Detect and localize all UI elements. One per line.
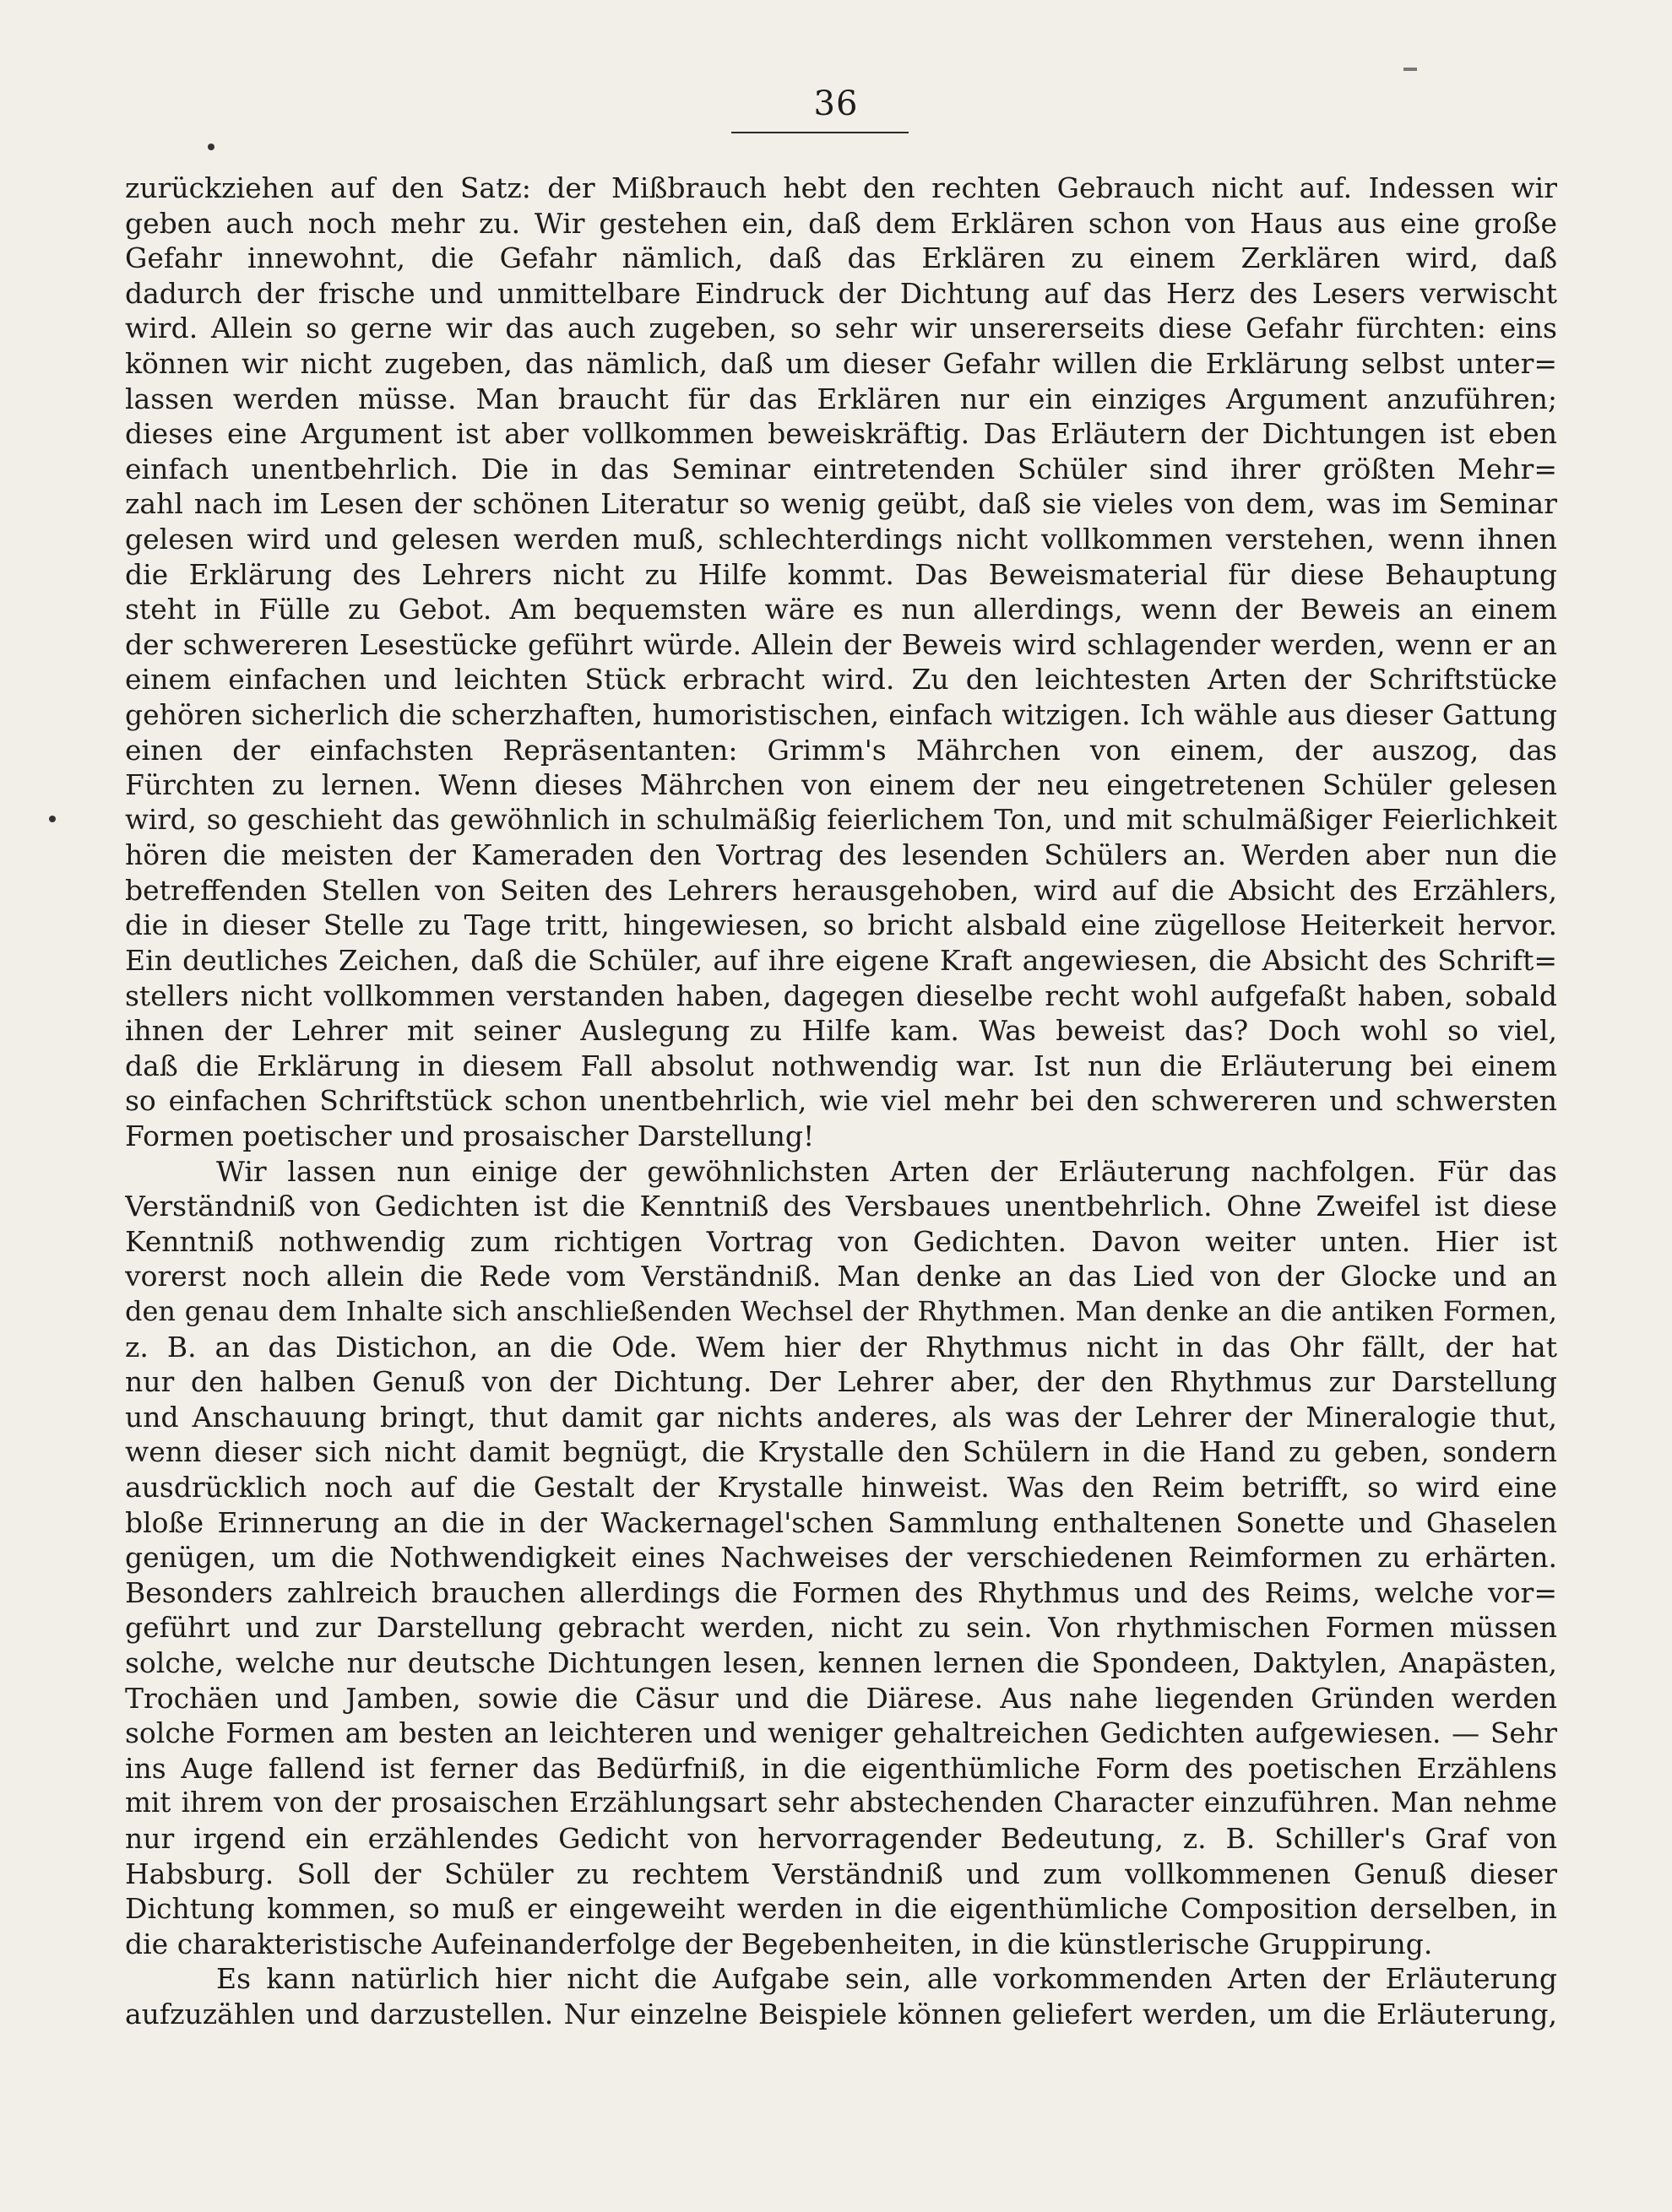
text-line: einem einfachen und leichten Stück erbracht wird. Zu den leichtesten Arten der Schriftstücke (125, 663, 1557, 697)
margin-dot (49, 816, 56, 822)
text-line: daß die Erklärung in diesem Fall absolut nothwendig war. Ist nun die Erläuterung bei einem (125, 1049, 1557, 1082)
text-line: steht in Fülle zu Gebot. Am bequemsten wäre es nun allerdings, wenn der Beweis an einem (125, 593, 1557, 626)
text-line: hören die meisten der Kameraden den Vortrag des lesenden Schülers an. Werden aber nun die (125, 838, 1557, 872)
body-text (125, 171, 1557, 2031)
text-line: aufzuzählen und darzustellen. Nur einzelne Beispiele können geliefert werden, um die Erläuterung, (125, 1997, 1557, 2030)
text-line: ausdrücklich noch auf die Gestalt der Krystalle hinweist. Was den Reim betrifft, so wird eine (125, 1470, 1557, 1504)
paragraph-end-line: die charakteristische Aufeinanderfolge der Begebenheiten, in die künstlerische Gruppirung. (125, 1927, 1433, 1960)
text-line: vorerst noch allein die Rede vom Verständniß. Man denke an das Lied von der Glocke und an (125, 1260, 1557, 1293)
page-number: 36 (813, 84, 859, 123)
text-line: den genau dem Inhalte sich anschließenden Wechsel der Rhythmen. Man denke an die antiken Formen, (125, 1295, 1557, 1327)
text-line: wenn dieser sich nicht damit begnügt, die Krystalle den Schülern in die Hand zu geben, sondern (125, 1435, 1557, 1469)
text-line: gelesen wird und gelesen werden muß, schlechterdings nicht vollkommen verstehen, wenn ihnen (125, 522, 1557, 556)
text-line: bloße Erinnerung an die in der Wackernagel'schen Sammlung enthaltenen Sonette und Ghaselen (125, 1505, 1557, 1539)
text-line: geführt und zur Darstellung gebracht werden, nicht zu sein. Von rhythmischen Formen müssen (125, 1611, 1557, 1645)
text-line: gehören sicherlich die scherzhaften, humoristischen, einfach witzigen. Ich wähle aus dieser Gattung (125, 697, 1557, 731)
text-line: lassen werden müsse. Man braucht für das Erklären nur ein einziges Argument anzuführen; (125, 382, 1557, 415)
text-line: zurückziehen auf den Satz: der Mißbrauch hebt den rechten Gebrauch nicht auf. Indessen wir (125, 171, 1557, 204)
text-line: betreffenden Stellen von Seiten des Lehrers herausgehoben, wird auf die Absicht des Erzählers, (125, 873, 1557, 907)
text-line: Kenntniß nothwendig zum richtigen Vortrag von Gedichten. Davon weiter unten. Hier ist (125, 1224, 1557, 1258)
text-line: Trochäen und Jamben, sowie die Cäsur und die Diärese. Aus nahe liegenden Gründen werden (125, 1681, 1557, 1715)
paragraph-start-line: Es kann natürlich hier nicht die Aufgabe sein, alle vorkommenden Arten der Erläuterung (216, 1962, 1557, 1996)
text-line: Verständniß von Gedichten ist die Kenntniß des Versbaues unentbehrlich. Ohne Zweifel ist diese (125, 1190, 1557, 1223)
text-line: Gefahr innewohnt, die Gefahr nämlich, daß das Erklären zu einem Zerklären wird, daß (125, 241, 1557, 275)
text-line: Habsburg. Soll der Schüler zu rechtem Verständniß und zum vollkommenen Genuß dieser (125, 1857, 1557, 1890)
text-line: dieses eine Argument ist aber vollkommen beweiskräftig. Das Erläutern der Dichtungen ist eben (125, 417, 1557, 451)
text-line: einen der einfachsten Repräsentanten: Grimm's Mährchen von einem, der auszog, das (125, 733, 1557, 767)
text-line: ins Auge fallend ist ferner das Bedürfniß, in die eigenthümliche Form des poetischen Erzählens (125, 1751, 1557, 1785)
text-line: Dichtung kommen, so muß er eingeweiht werden in die eigenthümliche Composition derselben, in (125, 1892, 1557, 1926)
paragraph-end-line: Formen poetischer und prosaischer Darstellung! (125, 1120, 815, 1153)
text-line: solche Formen am besten an leichteren und weniger gehaltreichen Gedichten aufgewiesen. — Sehr (125, 1716, 1557, 1750)
text-line: genügen, um die Nothwendigkeit eines Nachweises der verschiedenen Reimformen zu erhärten. (125, 1541, 1557, 1575)
text-line: Fürchten zu lernen. Wenn dieses Mährchen von einem der neu eingetretenen Schüler gelesen (125, 768, 1557, 802)
text-line: die Erklärung des Lehrers nicht zu Hilfe kommt. Das Beweismaterial für diese Behauptung (125, 557, 1557, 591)
text-line: so einfachen Schriftstück schon unentbehrlich, wie viel mehr bei den schwereren und schwersten (125, 1084, 1557, 1118)
margin-mark (1403, 68, 1417, 71)
text-line: mit ihrem von der prosaischen Erzählungsart sehr abstechenden Character einzuführen. Man nehme (125, 1786, 1557, 1819)
text-line: und Anschauung bringt, thut damit gar nichts anderes, als was der Lehrer der Mineralogie thut, (125, 1400, 1557, 1434)
text-line: ihnen der Lehrer mit seiner Auslegung zu Hilfe kam. Was beweist das? Doch wohl so viel, (125, 1014, 1557, 1048)
text-line: zahl nach im Lesen der schönen Literatur so wenig geübt, daß sie vieles von dem, was im Seminar (125, 487, 1557, 521)
text-line: stellers nicht vollkommen verstanden haben, dagegen dieselbe recht wohl aufgefaßt haben, sobald (125, 979, 1557, 1012)
text-line: Ein deutliches Zeichen, daß die Schüler, auf ihre eigene Kraft angewiesen, die Absicht des Schrift= (125, 944, 1557, 978)
text-line: solche, welche nur deutsche Dichtungen lesen, kennen lernen die Spondeen, Daktylen, Anapästen, (125, 1645, 1557, 1679)
text-line: geben auch noch mehr zu. Wir gestehen ein, daß dem Erklären schon von Haus aus eine große (125, 206, 1557, 240)
text-line: nur den halben Genuß von der Dichtung. Der Lehrer aber, der den Rhythmus zur Darstellung (125, 1365, 1557, 1399)
text-line: dadurch der frische und unmittelbare Eindruck der Dichtung auf das Herz des Lesers verwischt (125, 276, 1557, 310)
margin-dot (208, 144, 214, 150)
paragraph-start-line: Wir lassen nun einige der gewöhnlichsten Arten der Erläuterung nachfolgen. Für das (216, 1154, 1557, 1188)
text-line: z. B. an das Distichon, an die Ode. Wem hier der Rhythmus nicht in das Ohr fällt, der hat (125, 1330, 1557, 1364)
text-line: wird, so geschieht das gewöhnlich in schulmäßig feierlichem Ton, und mit schulmäßiger Feierlichkeit (125, 803, 1557, 836)
text-line: die in dieser Stelle zu Tage tritt, hingewiesen, so bricht alsbald eine zügellose Heiterkeit hervor. (125, 908, 1557, 942)
text-line: der schwereren Lesestücke geführt würde. Allein der Beweis wird schlagender werden, wenn er an (125, 627, 1557, 661)
text-line: können wir nicht zugeben, das nämlich, daß um dieser Gefahr willen die Erklärung selbst unter= (125, 346, 1557, 380)
text-line: einfach unentbehrlich. Die in das Seminar eintretenden Schüler sind ihrer größten Mehr= (125, 452, 1557, 485)
text-line: nur irgend ein erzählendes Gedicht von hervorragender Bedeutung, z. B. Schiller's Graf von (125, 1821, 1557, 1855)
header-rule (731, 132, 909, 133)
text-line: wird. Allein so gerne wir das auch zugeben, so sehr wir unsererseits diese Gefahr fürchten: eins (125, 312, 1557, 345)
text-line: Besonders zahlreich brauchen allerdings die Formen des Rhythmus und des Reims, welche vor= (125, 1575, 1557, 1609)
